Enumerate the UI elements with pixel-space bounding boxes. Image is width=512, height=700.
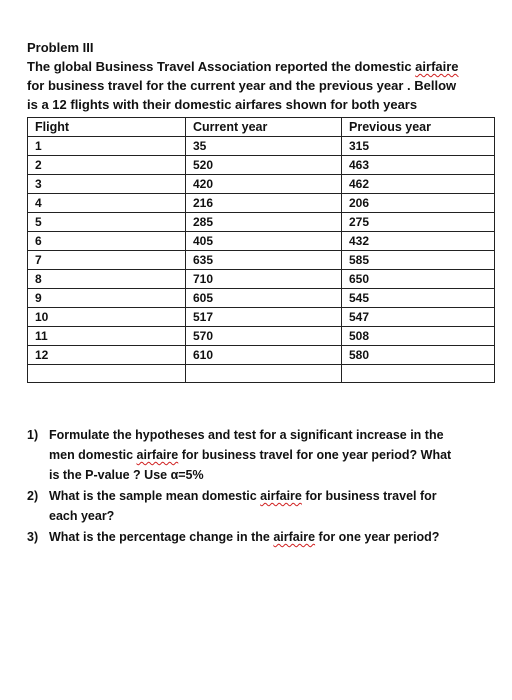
question-number: 2)	[27, 489, 39, 503]
misspelled-word: airfaire	[260, 489, 302, 503]
cell-current: 517	[186, 308, 342, 327]
table-header-row	[28, 118, 495, 137]
cell-current: 570	[186, 327, 342, 346]
cell-flight: 6	[28, 232, 186, 251]
airfare-table	[27, 117, 495, 383]
question-line: each year?	[49, 509, 115, 523]
table-row	[28, 270, 495, 289]
intro-line-2: for business travel for the current year and the previous year . Bellow	[27, 78, 457, 93]
cell-previous: 275	[342, 213, 495, 232]
question-text: for business travel for one year period? What	[178, 448, 452, 462]
cell-previous: 432	[342, 232, 495, 251]
cell-current: 405	[186, 232, 342, 251]
question-text: men domestic	[49, 448, 137, 462]
cell-flight: 1	[28, 137, 186, 156]
cell-flight: 10	[28, 308, 186, 327]
table-row	[28, 308, 495, 327]
question-number: 3)	[27, 530, 39, 544]
cell-previous: 463	[342, 156, 495, 175]
cell-flight: 4	[28, 194, 186, 213]
table-row	[28, 175, 495, 194]
cell-current: 420	[186, 175, 342, 194]
header-previous-year: Previous year	[342, 118, 495, 137]
empty-cell	[342, 365, 495, 383]
misspelled-word: airfaire	[273, 530, 316, 544]
cell-previous: 547	[342, 308, 495, 327]
table-row	[28, 194, 495, 213]
question-list	[27, 425, 497, 548]
cell-flight: 12	[28, 346, 186, 365]
question-number: 1)	[27, 428, 39, 442]
cell-previous: 585	[342, 251, 495, 270]
table-row	[28, 156, 495, 175]
cell-current: 520	[186, 156, 342, 175]
question-line	[49, 486, 497, 506]
cell-flight: 2	[28, 156, 186, 175]
empty-cell	[28, 365, 186, 383]
cell-current: 710	[186, 270, 342, 289]
question-text: for business travel for	[301, 489, 437, 503]
cell-flight: 11	[28, 327, 186, 346]
cell-previous: 462	[342, 175, 495, 194]
cell-flight: 3	[28, 175, 186, 194]
cell-current: 35	[186, 137, 342, 156]
question-3	[27, 527, 497, 547]
cell-flight: 9	[28, 289, 186, 308]
cell-previous: 650	[342, 270, 495, 289]
question-1	[27, 425, 497, 485]
misspelled-word: airfaire	[136, 448, 179, 462]
cell-current: 285	[186, 213, 342, 232]
question-text: What is the percentage change in the	[49, 530, 274, 544]
table-row	[28, 327, 495, 346]
table-empty-row	[28, 365, 495, 383]
question-line: Formulate the hypotheses and test for a significant increase in the	[49, 428, 444, 442]
table-row	[28, 346, 495, 365]
intro-text: The global Business Travel Association reported the domestic	[27, 59, 416, 74]
cell-flight: 7	[28, 251, 186, 270]
cell-previous: 315	[342, 137, 495, 156]
cell-current: 635	[186, 251, 342, 270]
cell-flight: 8	[28, 270, 186, 289]
intro-line-1	[27, 57, 507, 76]
table-row	[28, 213, 495, 232]
table-row	[28, 232, 495, 251]
table-row	[28, 137, 495, 156]
header-flight: Flight	[28, 118, 186, 137]
cell-previous: 508	[342, 327, 495, 346]
misspelled-word: airfaire	[415, 59, 459, 74]
table-row	[28, 251, 495, 270]
table-row	[28, 289, 495, 308]
intro-line-3: is a 12 flights with their domestic airfares shown for both years	[27, 97, 418, 112]
cell-current: 216	[186, 194, 342, 213]
cell-previous: 545	[342, 289, 495, 308]
problem-intro	[27, 57, 507, 114]
question-line	[49, 445, 497, 465]
cell-previous: 206	[342, 194, 495, 213]
problem-title: Problem III	[27, 40, 94, 55]
question-line	[49, 527, 497, 547]
question-text: for one year period?	[315, 530, 440, 544]
header-current-year: Current year	[186, 118, 342, 137]
cell-flight: 5	[28, 213, 186, 232]
question-text: What is the sample mean domestic	[49, 489, 261, 503]
cell-current: 605	[186, 289, 342, 308]
question-line: is the P-value ? Use α=5%	[49, 468, 204, 482]
question-2	[27, 486, 497, 526]
empty-cell	[186, 365, 342, 383]
cell-previous: 580	[342, 346, 495, 365]
cell-current: 610	[186, 346, 342, 365]
